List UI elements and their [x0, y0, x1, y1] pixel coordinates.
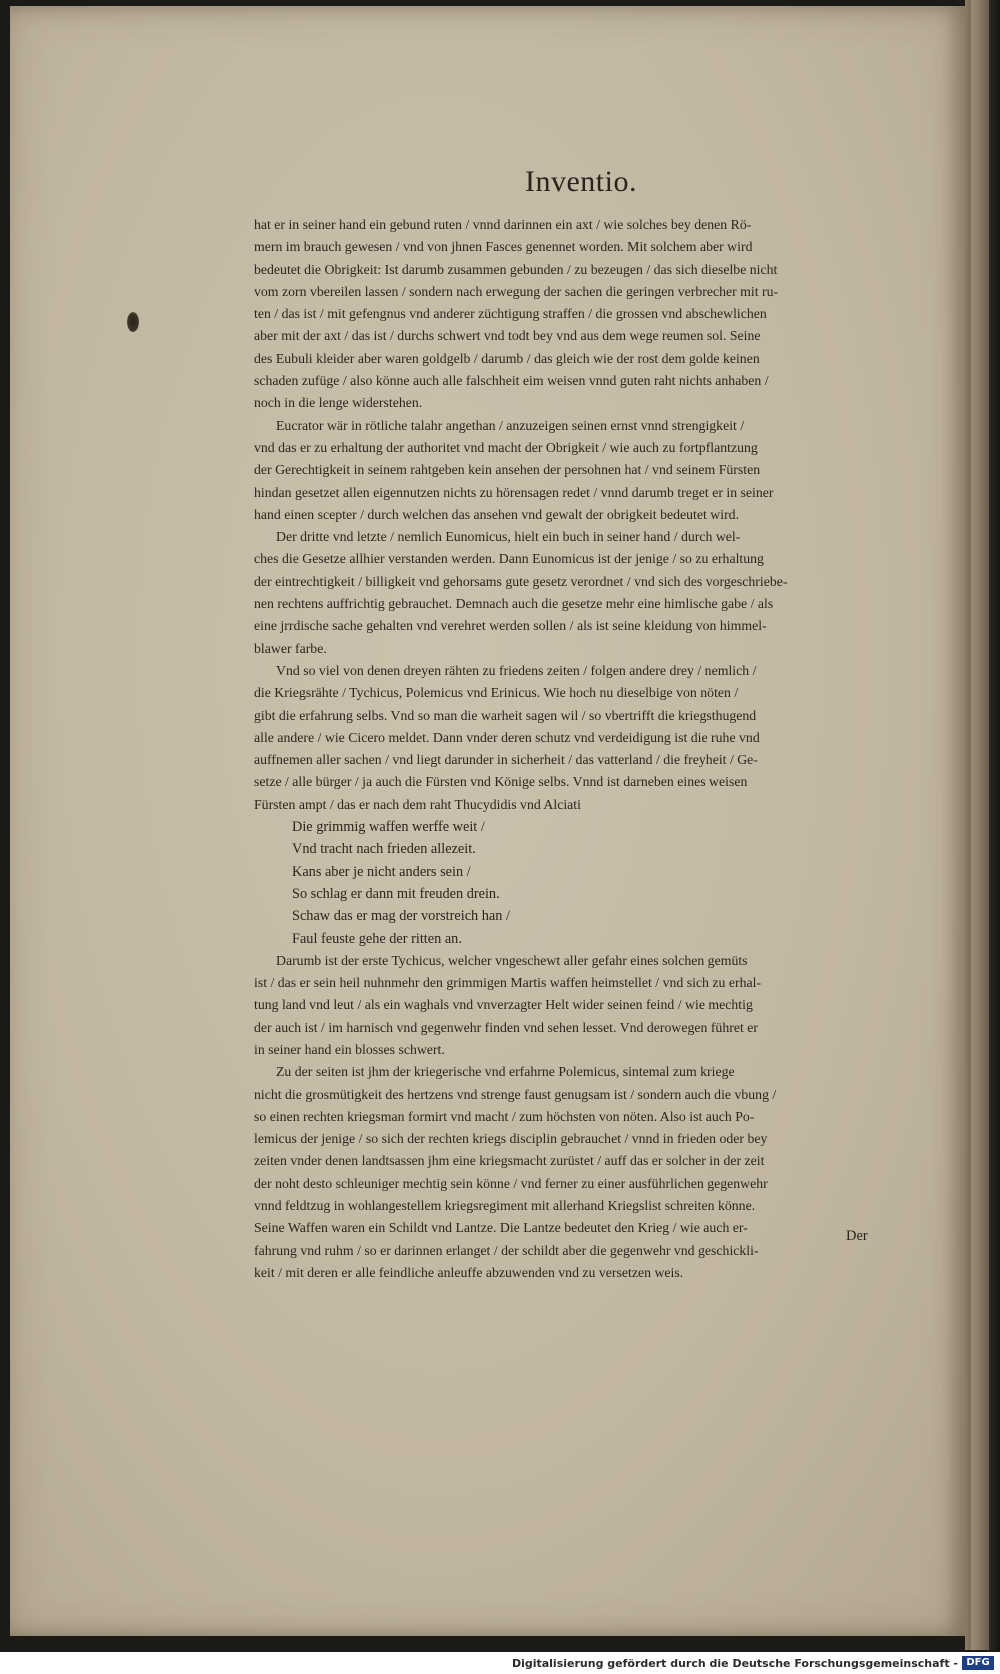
- text-line: vnd das er zu erhaltung der authoritet vnd macht der Obrigkeit / wie auch zu fortpflantzung: [254, 439, 758, 455]
- text-line: setze / alle bürger / ja auch die Fürsten vnd Könige selbs. Vnnd ist darneben eines weisen: [254, 774, 748, 790]
- verse-line: So schlag er dann mit freuden drein.: [292, 885, 500, 902]
- text-line: Vnd so viel von denen dreyen rähten zu friedens zeiten / folgen andere drey / nemlich /: [276, 662, 757, 678]
- paper-hole: [127, 312, 139, 332]
- text-line: auffnemen aller sachen / vnd liegt darunder in sicherheit / das vatterland / die freyheit / Ge-: [254, 752, 758, 768]
- text-line: des Eubuli kleider aber waren goldgelb / darumb / das gleich wie der rost dem golde keinen: [254, 350, 760, 366]
- catchword: Der: [846, 1228, 868, 1244]
- verse-line: Die grimmig waffen werffe weit /: [292, 819, 485, 836]
- text-line: fahrung vnd ruhm / so er darinnen erlanget / der schildt aber die gegenwehr vnd geschickli-: [254, 1242, 759, 1258]
- dfg-logo: DFG: [962, 1656, 994, 1670]
- text-line: der eintrechtigkeit / billigkeit vnd gehorsams gute gesetz verordnet / vnd sich des vorgeschriebe-: [254, 573, 788, 589]
- text-line: mern im brauch gewesen / vnd von jhnen Fasces genennet worden. Mit solchem aber wird: [254, 239, 753, 255]
- text-line: alle andere / wie Cicero meldet. Dann vnder deren schutz vnd verdeidigung ist die ruhe vnd: [254, 729, 760, 745]
- verse-line: Kans aber je nicht anders sein /: [292, 863, 471, 880]
- text-line: zeiten vnder denen landtsassen jhm eine kriegsmacht zurüstet / auff das er solcher in der zeit: [254, 1153, 765, 1169]
- text-line: ist / das er sein heil nuhnmehr den grimmigen Martis waffen heimstellet / vnd sich zu erhal-: [254, 975, 762, 991]
- text-line: hat er in seiner hand ein gebund ruten / vnnd darinnen ein axt / wie solches bey denen Rö-: [254, 217, 752, 232]
- text-line: keit / mit deren er alle feindliche anleuffe abzuwenden vnd zu versetzen weis.: [254, 1264, 684, 1280]
- text-line: Eucrator wär in rötliche talahr angethan / anzuzeigen seinen ernst vnnd strengigkeit /: [276, 417, 745, 433]
- text-line: hindan gesetzet allen eigennutzen nichts zu hörensagen redet / vnnd darumb treget er in seiner: [254, 484, 774, 500]
- verse-line: Schaw das er mag der vorstreich han /: [292, 908, 510, 925]
- text-line: noch in die lenge widerstehen.: [254, 395, 423, 411]
- text-line: der Gerechtigkeit in seinem rahtgeben kein ansehen der persohnen hat / vnd seinem Fürsten: [254, 462, 761, 478]
- verse-line: Vnd tracht nach frieden allezeit.: [292, 841, 476, 858]
- text-line: Seine Waffen waren ein Schildt vnd Lantze. Die Lantze bedeutet den Krieg / wie auch er-: [254, 1220, 748, 1236]
- text-line: so einen rechten kriegsman formirt vnd macht / zum höchsten von nöten. Also ist auch Po-: [254, 1108, 755, 1124]
- text-line: blawer farbe.: [254, 640, 327, 656]
- text-line: nicht die grosmütigkeit des hertzens vnd strenge faust genugsam ist / sondern auch die vbung /: [254, 1086, 777, 1102]
- text-line: nen rechtens auffrichtig gebrauchet. Demnach auch die gesetze mehr eine himlische gabe / als: [254, 596, 774, 612]
- text-line: die Kriegsrähte / Tychicus, Polemicus vnd Erinicus. Wie hoch nu dieselbige von nöten /: [254, 685, 739, 701]
- text-line: aber mit der axt / das ist / durchs schwert vnd todt bey vnd aus dem wege reumen sol. Seine: [254, 328, 761, 344]
- page-header: Inventio.: [525, 165, 637, 198]
- text-line: ten / das ist / mit gefengnus vnd anderer züchtigung straffen / die grossen vnd abschewlichen: [254, 306, 767, 322]
- footer-bar: [0, 1652, 1000, 1674]
- text-line: lemicus der jenige / so sich der rechten kriegs disciplin gebrauchet / vnnd in frieden oder bey: [254, 1131, 768, 1147]
- text-line: schaden zufüge / also könne auch alle falschheit eim weisen vnnd guten raht nichts anhaben /: [254, 373, 769, 389]
- text-line: Darumb ist der erste Tychicus, welcher vngeschewt aller gefahr eines solchen gemüts: [276, 952, 748, 968]
- text-line: Der dritte vnd letzte / nemlich Eunomicus, hielt ein buch in seiner hand / durch wel-: [276, 529, 741, 545]
- text-line: vnnd feldtzug in wohlangestellem kriegsregiment mit allerhand Kriegslist schreiten könne.: [254, 1198, 756, 1214]
- verse-line: Faul feuste gehe der ritten an.: [292, 930, 462, 947]
- text-line: Zu der seiten ist jhm der kriegerische vnd erfahrne Polemicus, sintemal zum kriege: [276, 1064, 735, 1080]
- text-line: vom zorn vbereilen lassen / sondern nach erwegung der sachen die geringen verbrecher mit ru-: [254, 283, 779, 299]
- text-line: der noht desto schleuniger mechtig sein könne / vnd ferner zu einer ausführlichen gegenwehr: [254, 1175, 768, 1191]
- text-line: Fürsten ampt / das er nach dem raht Thucydidis vnd Alciati: [254, 796, 581, 812]
- funding-credit: Digitalisierung gefördert durch die Deutsche Forschungsgemeinschaft -: [511, 1657, 958, 1670]
- text-line: gibt die erfahrung selbs. Vnd so man die warheit sagen wil / so vbertrifft die kriegsthugend: [254, 707, 757, 723]
- text-line: in seiner hand ein blosses schwert.: [254, 1041, 445, 1057]
- book-edge: [965, 0, 1000, 1650]
- text-line: bedeutet die Obrigkeit: Ist darumb zusammen gebunden / zu bezeugen / das sich dieselbe nicht: [254, 261, 778, 277]
- text-line: ches die Gesetze allhier verstanden werden. Dann Eunomicus ist der jenige / so zu erhaltung: [254, 551, 764, 567]
- text-line: tung land vnd leut / als ein waghals vnd vnverzagter Helt wider seinen feind / wie mechtig: [254, 997, 753, 1013]
- text-line: eine jrrdische sache gehalten vnd verehret werden sollen / als ist seine kleidung von himmel-: [254, 618, 767, 634]
- page-flap: [971, 0, 989, 1650]
- body-text: [254, 214, 884, 1284]
- text-line: hand einen scepter / durch welchen das ansehen vnd gewalt der obrigkeit bedeutet wird.: [254, 506, 740, 522]
- text-line: der auch ist / im harnisch vnd gegenwehr finden vnd sehen lesset. Vnd derowegen führet er: [254, 1019, 758, 1035]
